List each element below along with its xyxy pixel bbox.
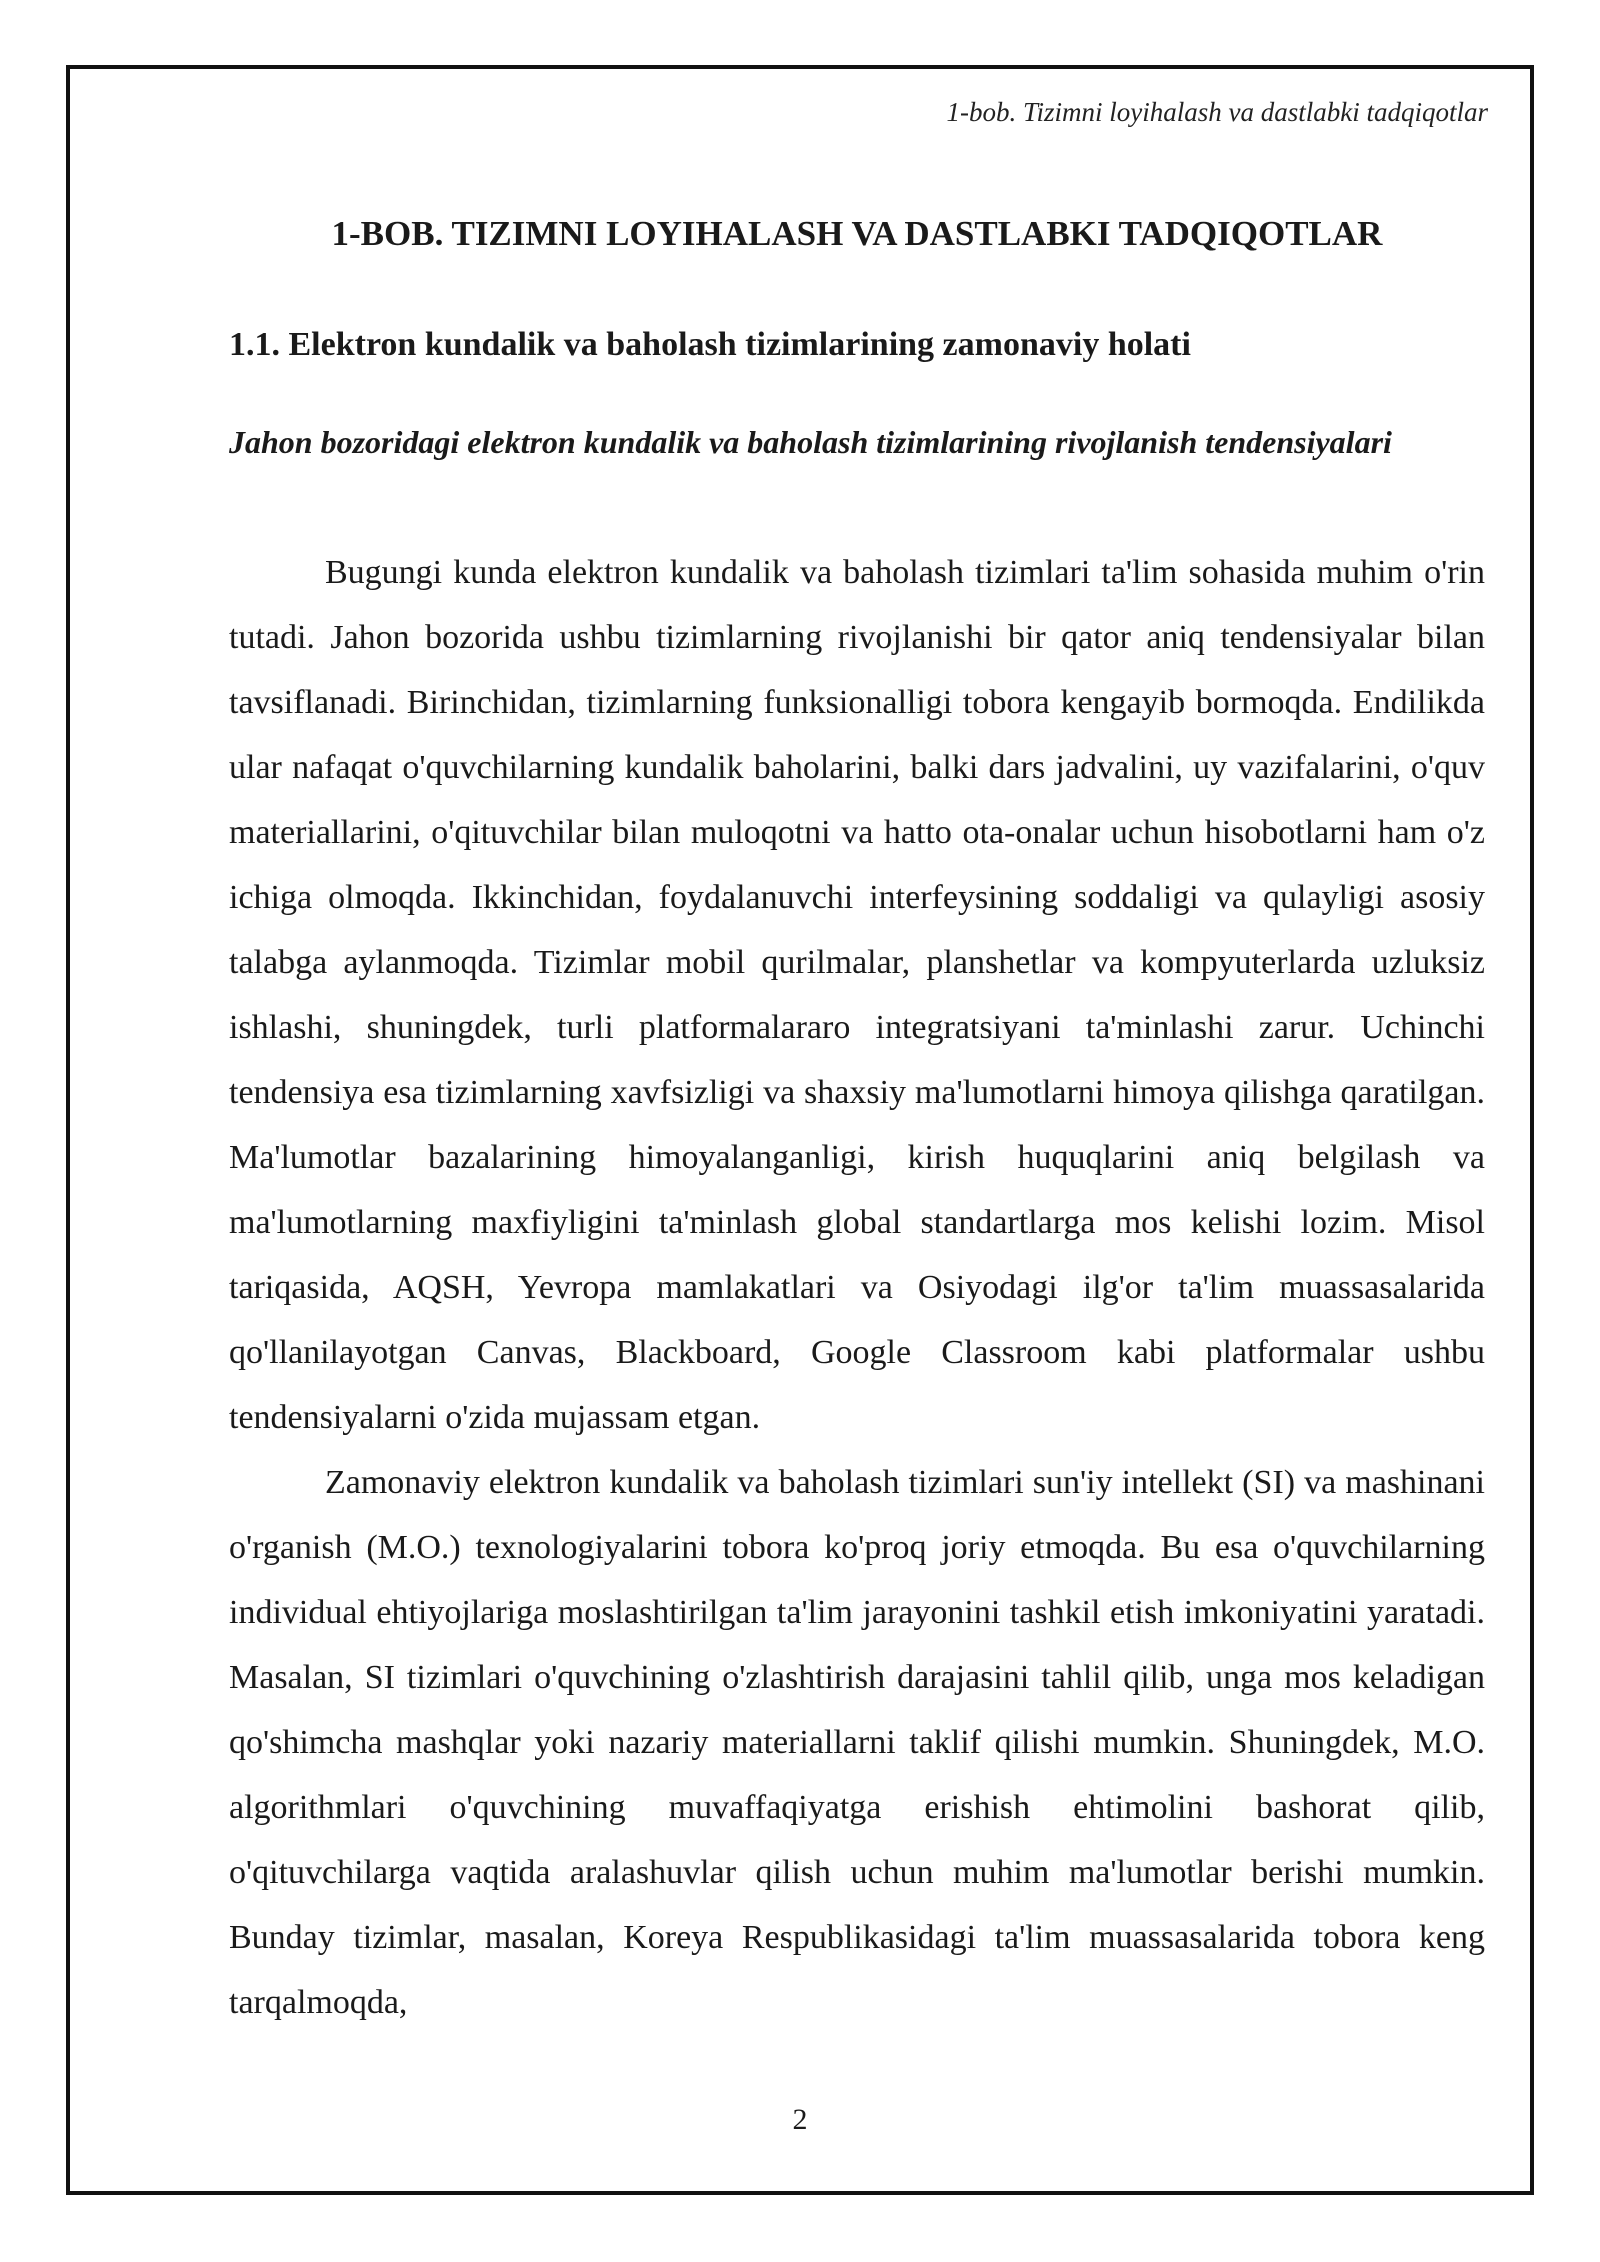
page-number: 2 — [792, 2103, 808, 2136]
paragraph: Bugungi kunda elektron kundalik va baholash tizimlari ta'lim sohasida muhim o'rin tutadi. Jahon bozorida ushbu tizimlarning rivojlanishi bir qator aniq tendensiyalar bilan tavsiflanadi. Birinchidan, tizimlarning funksionalligi tobora kengayib bormoqda. Endilikda ular nafaqat o'quvchilarning kundalik baholarini, balki dars jadvalini, uy vazifalarini, o'quv materiallarini, o'qituvchilar bilan muloqotni va hatto ota-onalar uchun hisobotlarni ham o'z ichiga olmoqda. Ikkinchidan, foydalanuvchi interfeysining soddaligi va qulayligi asosiy talabga aylanmoqda. Tizimlar mobil qurilmalar, planshetlar va kompyuterlarda uzluksiz ishlashi, shuningdek, turli platformalararo integratsiyani ta'minlashi zarur. Uchinchi tendensiya esa tizimlarning xavfsizligi va shaxsiy ma'lumotlarni himoya qilishga qaratilgan. Ma'lumotlar bazalarining himoyalanganligi, kirish huquqlarini aniq belgilash va ma'lumotlarning maxfiyligini ta'minlash global standartlarga mos kelishi lozim. Misol tariqasida, AQSH, Yevropa mamlakatlari va Osiyodagi ilg'or ta'lim muassasalarida qo'llanilayotgan Canvas, Blackboard, Google Classroom kabi platformalar ushbu tendensiyalarni o'zida mujassam etgan. — [229, 554, 1485, 1436]
chapter-title: 1-BOB. TIZIMNI LOYIHALASH VA DASTLABKI TADQIQOTLAR — [331, 214, 1383, 253]
section-title: 1.1. Elektron kundalik va baholash tizimlarining zamonaviy holati — [229, 326, 1191, 363]
body-text — [229, 540, 1485, 2035]
paragraph: Zamonaviy elektron kundalik va baholash tizimlari sun'iy intellekt (SI) va mashinani o'rganish (M.O.) texnologiyalarini tobora ko'proq joriy etmoqda. Bu esa o'quvchilarning individual ehtiyojlariga moslashtirilgan ta'lim jarayonini tashkil etish imkoniyatini yaratadi. Masalan, SI tizimlari o'quvchining o'zlashtirish darajasini tahlil qilib, unga mos keladigan qo'shimcha mashqlar yoki nazariy materiallarni taklif qilishi mumkin. Shuningdek, M.O. algorithmlari o'quvchining muvaffaqiyatga erishish ehtimolini bashorat qilib, o'qituvchilarga vaqtida aralashuvlar qilish uchun muhim ma'lumotlar berishi mumkin. Bunday tizimlar, masalan, Koreya Respublikasidagi ta'lim muassasalarida tobora keng tarqalmoqda, — [229, 1464, 1485, 2021]
subsection-title: Jahon bozoridagi elektron kundalik va baholash tizimlarining rivojlanish tendensiyalari — [229, 424, 1392, 460]
running-header: 1-bob. Tizimni loyihalash va dastlabki tadqiqotlar — [946, 97, 1488, 127]
